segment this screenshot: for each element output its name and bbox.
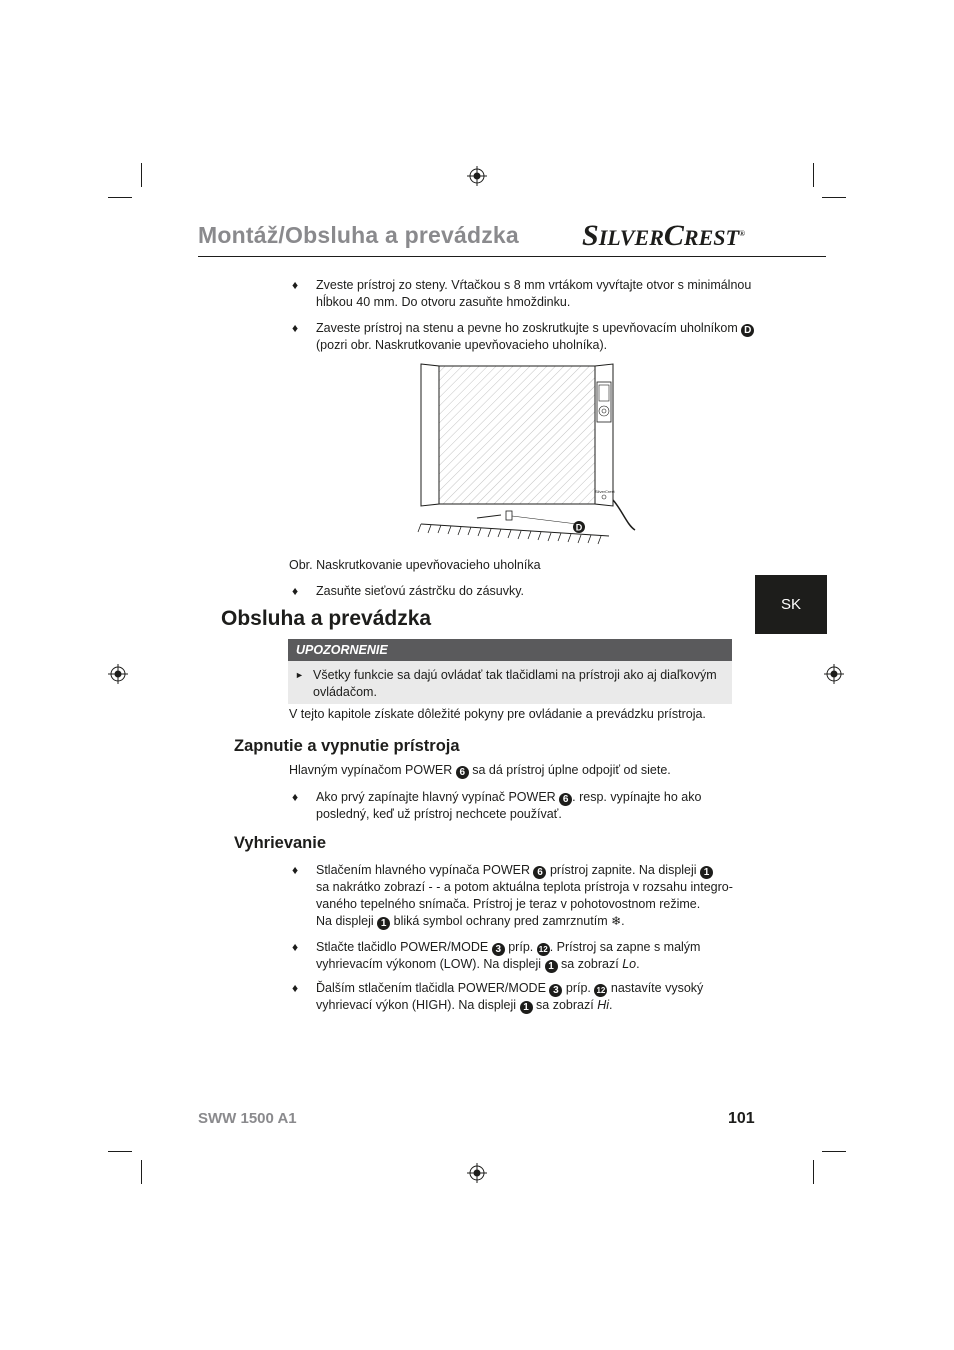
reference-badge: 6 — [456, 766, 469, 779]
figure-brand-label: SilverCrest — [595, 489, 615, 494]
reference-badge: D — [741, 324, 754, 337]
crop-mark — [813, 163, 814, 187]
list-item: ♦ Stlačte tlačidlo POWER/MODE 3 príp. 12 . Prístroj sa zapne s malým vyhrievacím výkonom (LOW). Na displeji 1 sa zobrazí Lo. — [292, 940, 701, 972]
subsection-heading: Vyhrievanie — [234, 834, 327, 852]
crop-mark — [108, 1151, 132, 1152]
language-tab: SK — [755, 575, 827, 634]
heater-mounting-illustration — [417, 360, 639, 552]
reference-badge: 6 — [533, 866, 546, 879]
warning-box: ► Všetky funkcie sa dajú ovládať tak tlačidlami na prístroji ako aj diaľkovým ovládačom. — [288, 661, 732, 704]
section-heading: Obsluha a prevádzka — [221, 607, 432, 630]
crop-mark — [822, 197, 846, 198]
footer-model: SWW 1500 A1 — [198, 1110, 297, 1127]
diamond-bullet-icon: ♦ — [292, 278, 299, 292]
reference-badge: 1 — [520, 1001, 533, 1014]
diamond-bullet-icon: ♦ — [292, 584, 299, 598]
list-item: ♦ Zasuňte sieťovú zástrčku do zásuvky. — [292, 584, 525, 598]
arrow-bullet-icon: ► — [295, 670, 304, 680]
crop-mark — [141, 163, 142, 187]
reference-badge: 3 — [492, 943, 505, 956]
diamond-bullet-icon: ♦ — [292, 940, 299, 954]
diamond-bullet-icon: ♦ — [292, 863, 299, 877]
diamond-bullet-icon: ♦ — [292, 321, 299, 335]
intro-paragraph: V tejto kapitole získate dôležité pokyny pre ovládanie a prevádzku prístroja. — [289, 707, 706, 721]
display-code: Hi — [597, 998, 609, 1012]
subsection-heading: Zapnutie a vypnutie prístroja — [234, 737, 460, 755]
diamond-bullet-icon: ♦ — [292, 981, 299, 995]
display-code: Lo — [622, 957, 637, 971]
list-item: ♦ Ďalším stlačením tlačidla POWER/MODE 3 príp. 12 nastavíte vysoký vyhrievací výkon (HIGH). Na displeji 1 sa zobrazí Hi. — [292, 981, 704, 1013]
reference-badge: 1 — [545, 960, 558, 973]
registration-mark-icon — [467, 166, 487, 186]
registration-mark-icon — [108, 664, 128, 684]
figure-caption: Obr. Naskrutkovanie upevňovacieho uholníka — [289, 558, 541, 572]
snowflake-icon: ❄ — [611, 914, 622, 928]
reference-badge: 1 — [377, 917, 390, 930]
diamond-bullet-icon: ♦ — [292, 790, 299, 804]
list-item: ♦ Zaveste prístroj na stenu a pevne ho zoskrutkujte s upevňovacím uholníkom D (pozri obr. Naskrutkovanie upevňovacieho uholníka). — [316, 320, 754, 354]
registration-mark-icon — [824, 664, 844, 684]
list-item: ♦ Zveste prístroj zo steny. Vŕtačkou s 8 mm vrtákom vyvŕtajte otvor s minimálnou hĺbkou 40 mm. Do otvoru zasuňte hmoždinku. — [292, 278, 752, 309]
list-item: ♦ Ako prvý zapínajte hlavný vypínač POWER 6 . resp. vypínajte ho ako posledný, keď už prístroj nechcete používať. — [292, 790, 702, 821]
reference-badge: 12 — [594, 984, 607, 997]
figure-label-d: D — [575, 522, 583, 533]
header-rule — [198, 256, 826, 257]
reference-badge: 3 — [549, 984, 562, 997]
page-title: Montáž/Obsluha a prevádzka — [198, 222, 519, 248]
registration-mark-icon — [467, 1163, 487, 1183]
crop-mark — [822, 1151, 846, 1152]
list-item: ♦ Stlačením hlavného vypínača POWER 6 prístroj zapnite. Na displeji 1 sa nakrátko zobrazí - - a potom aktuálna teplota prístroja v rozsahu integro- vaného tepelného snímača. Prístroj je teraz v pohotovostnom režime. Na displeji 1 bliká symbol ochrany pred zamrznutím ❄. — [292, 863, 733, 929]
crop-mark — [813, 1160, 814, 1184]
brand-logo: SILVERCREST® — [582, 219, 745, 252]
reference-badge: 6 — [559, 793, 572, 806]
reference-badge: 12 — [537, 943, 550, 956]
paragraph: Hlavným vypínačom POWER 6 sa dá prístroj úplne odpojiť od siete. — [289, 763, 671, 778]
reference-badge: 1 — [700, 866, 713, 879]
crop-mark — [108, 197, 132, 198]
warning-title: UPOZORNENIE — [288, 639, 732, 661]
page-number: 101 — [728, 1110, 755, 1127]
crop-mark — [141, 1160, 142, 1184]
